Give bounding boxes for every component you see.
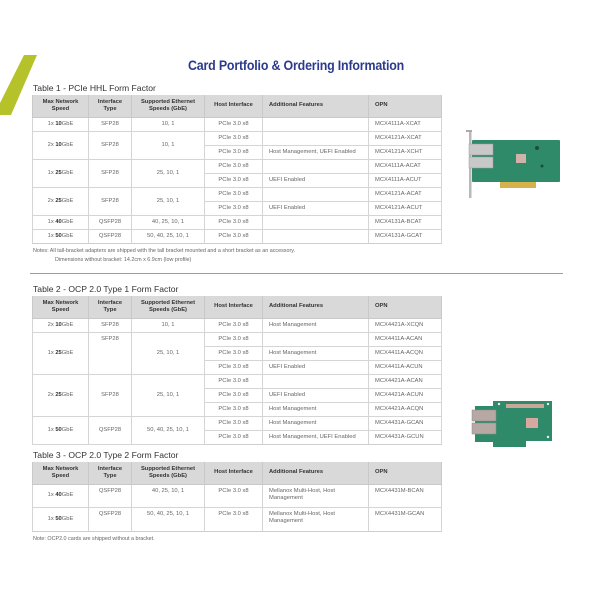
column-header: Interface Type — [89, 462, 132, 484]
supported-speeds: 40, 25, 10, 1 — [132, 215, 205, 229]
host-interface: PCIe 3.0 x8 — [205, 215, 263, 229]
table3-caption: Table 3 - OCP 2.0 Type 2 Form Factor — [33, 450, 179, 460]
opn-part-number: MCX4431M-GCAN — [369, 508, 442, 532]
speed-prefix: 2x — [47, 321, 56, 328]
opn-part-number: MCX4121A-XCHT — [369, 145, 442, 159]
additional-features: Mellanox Multi-Host, Host Management — [263, 508, 369, 532]
supported-speeds: 10, 1 — [132, 117, 205, 131]
host-interface: PCIe 3.0 x8 — [205, 131, 263, 145]
opn-part-number: MCX4431A-GCUN — [369, 430, 442, 444]
speed-value: 25 — [55, 197, 62, 204]
supported-speeds: 10, 1 — [132, 318, 205, 332]
column-header: OPN — [369, 462, 442, 484]
opn-part-number: MCX4411A-ACUN — [369, 360, 442, 374]
speed-prefix: 2x — [47, 197, 56, 204]
supported-speeds: 50, 40, 25, 10, 1 — [132, 416, 205, 444]
speed-unit: GbE — [61, 141, 74, 148]
speed-unit: GbE — [61, 391, 74, 398]
table3-ocp-type2 — [32, 462, 442, 532]
page-title: Card Portfolio & Ordering Information — [188, 58, 405, 73]
column-header: Additional Features — [263, 95, 369, 117]
column-header: Supported Ethernet Speeds (GbE) — [132, 95, 205, 117]
speed-prefix: 1x — [47, 218, 56, 225]
additional-features — [263, 374, 369, 388]
max-network-speed — [33, 117, 89, 131]
host-interface: PCIe 3.0 x8 — [205, 388, 263, 402]
opn-part-number: MCX4121A-ACUT — [369, 201, 442, 215]
column-header: Host Interface — [205, 296, 263, 318]
table-row — [33, 508, 442, 532]
speed-unit: GbE — [61, 197, 74, 204]
additional-features: Host Management — [263, 402, 369, 416]
table1-note-line1: Notes: All tall-bracket adapters are shipped with the tall bracket mounted and a short bracket as an accessory. — [33, 248, 296, 254]
additional-features: Host Management — [263, 346, 369, 360]
column-header: Host Interface — [205, 95, 263, 117]
speed-unit: GbE — [61, 218, 74, 225]
opn-part-number: MCX4121A-ACAT — [369, 187, 442, 201]
speed-prefix: 1x — [47, 515, 56, 522]
column-header: Additional Features — [263, 296, 369, 318]
column-header: Interface Type — [89, 95, 132, 117]
speed-value: 40 — [55, 218, 62, 225]
host-interface: PCIe 3.0 x8 — [205, 159, 263, 173]
speed-unit: GbE — [61, 321, 74, 328]
interface-type: QSFP28 — [89, 484, 132, 508]
speed-prefix: 2x — [47, 141, 56, 148]
additional-features: Host Management, UEFI Enabled — [263, 430, 369, 444]
supported-speeds: 25, 10, 1 — [132, 332, 205, 374]
max-network-speed — [33, 416, 89, 444]
column-header: Max Network Speed — [33, 462, 89, 484]
column-header: Supported Ethernet Speeds (GbE) — [132, 462, 205, 484]
interface-type: QSFP28 — [89, 215, 132, 229]
header-row — [33, 296, 442, 318]
table-row — [33, 117, 442, 131]
speed-unit: GbE — [61, 232, 74, 239]
speed-unit: GbE — [61, 120, 74, 127]
additional-features: Host Management — [263, 416, 369, 430]
supported-speeds: 50, 40, 25, 10, 1 — [132, 508, 205, 532]
speed-value: 50 — [55, 232, 62, 239]
max-network-speed — [33, 508, 89, 532]
opn-part-number: MCX4421A-ACQN — [369, 402, 442, 416]
supported-speeds: 10, 1 — [132, 131, 205, 159]
table3-note: Note: OCP2.0 cards are shipped without a bracket. — [33, 536, 155, 542]
table-row — [33, 318, 442, 332]
pcie-card-image — [462, 130, 572, 198]
header-row — [33, 95, 442, 117]
host-interface: PCIe 3.0 x8 — [205, 346, 263, 360]
speed-prefix: 1x — [47, 426, 56, 433]
additional-features: UEFI Enabled — [263, 173, 369, 187]
max-network-speed — [33, 374, 89, 416]
additional-features: Mellanox Multi-Host, Host Management — [263, 484, 369, 508]
interface-type: SFP28 — [89, 332, 132, 374]
max-network-speed — [33, 215, 89, 229]
additional-features: UEFI Enabled — [263, 360, 369, 374]
speed-value: 50 — [55, 515, 62, 522]
speed-unit: GbE — [61, 426, 74, 433]
interface-type: SFP28 — [89, 131, 132, 159]
speed-prefix: 1x — [47, 492, 56, 499]
host-interface: PCIe 3.0 x8 — [205, 318, 263, 332]
additional-features — [263, 131, 369, 145]
additional-features: Host Management — [263, 318, 369, 332]
max-network-speed — [33, 187, 89, 215]
supported-speeds: 50, 40, 25, 10, 1 — [132, 229, 205, 243]
supported-speeds: 40, 25, 10, 1 — [132, 484, 205, 508]
max-network-speed — [33, 229, 89, 243]
speed-prefix: 1x — [47, 232, 56, 239]
additional-features — [263, 117, 369, 131]
table-row — [33, 159, 442, 173]
interface-type: SFP28 — [89, 117, 132, 131]
interface-type: SFP28 — [89, 159, 132, 187]
column-header: Host Interface — [205, 462, 263, 484]
speed-unit: GbE — [61, 515, 74, 522]
table-row — [33, 131, 442, 145]
host-interface: PCIe 3.0 x8 — [205, 187, 263, 201]
column-header: OPN — [369, 95, 442, 117]
table2-caption: Table 2 - OCP 2.0 Type 1 Form Factor — [33, 284, 179, 294]
speed-value: 10 — [55, 141, 62, 148]
table2-ocp-type1 — [32, 296, 442, 445]
column-header: OPN — [369, 296, 442, 318]
opn-part-number: MCX4411A-ACAN — [369, 332, 442, 346]
max-network-speed — [33, 484, 89, 508]
max-network-speed — [33, 332, 89, 374]
table1-caption: Table 1 - PCIe HHL Form Factor — [33, 83, 156, 93]
host-interface: PCIe 3.0 x8 — [205, 484, 263, 508]
host-interface: PCIe 3.0 x8 — [205, 508, 263, 532]
additional-features: UEFI Enabled — [263, 201, 369, 215]
host-interface: PCIe 3.0 x8 — [205, 332, 263, 346]
interface-type: QSFP28 — [89, 229, 132, 243]
column-header: Max Network Speed — [33, 95, 89, 117]
opn-part-number: MCX4421A-ACUN — [369, 388, 442, 402]
interface-type: SFP28 — [89, 318, 132, 332]
additional-features: UEFI Enabled — [263, 388, 369, 402]
opn-part-number: MCX4121A-XCAT — [369, 131, 442, 145]
interface-type: QSFP28 — [89, 416, 132, 444]
host-interface: PCIe 3.0 x8 — [205, 145, 263, 159]
section-divider — [30, 273, 563, 274]
host-interface: PCIe 3.0 x8 — [205, 173, 263, 187]
column-header: Additional Features — [263, 462, 369, 484]
host-interface: PCIe 3.0 x8 — [205, 430, 263, 444]
table-row — [33, 215, 442, 229]
speed-value: 40 — [55, 492, 62, 499]
table-row — [33, 332, 442, 346]
host-interface: PCIe 3.0 x8 — [205, 402, 263, 416]
speed-unit: GbE — [61, 349, 74, 356]
host-interface: PCIe 3.0 x8 — [205, 374, 263, 388]
opn-part-number: MCX4421A-ACAN — [369, 374, 442, 388]
max-network-speed — [33, 318, 89, 332]
additional-features — [263, 229, 369, 243]
host-interface: PCIe 3.0 x8 — [205, 229, 263, 243]
interface-type: QSFP28 — [89, 508, 132, 532]
additional-features: Host Management, UEFI Enabled — [263, 145, 369, 159]
speed-value: 25 — [55, 169, 62, 176]
host-interface: PCIe 3.0 x8 — [205, 201, 263, 215]
column-header: Supported Ethernet Speeds (GbE) — [132, 296, 205, 318]
opn-part-number: MCX4431M-BCAN — [369, 484, 442, 508]
speed-value: 50 — [55, 426, 62, 433]
table-row — [33, 484, 442, 508]
interface-type: SFP28 — [89, 374, 132, 416]
speed-value: 25 — [55, 391, 62, 398]
speed-prefix: 1x — [47, 120, 56, 127]
table1-pcie-hhl — [32, 95, 442, 244]
host-interface: PCIe 3.0 x8 — [205, 416, 263, 430]
additional-features — [263, 332, 369, 346]
table-row — [33, 374, 442, 388]
opn-part-number: MCX4131A-BCAT — [369, 215, 442, 229]
host-interface: PCIe 3.0 x8 — [205, 360, 263, 374]
max-network-speed — [33, 131, 89, 159]
table-row — [33, 187, 442, 201]
table-row — [33, 229, 442, 243]
table-row — [33, 416, 442, 430]
speed-value: 10 — [55, 321, 62, 328]
column-header: Interface Type — [89, 296, 132, 318]
speed-prefix: 1x — [47, 169, 56, 176]
opn-part-number: MCX4131A-GCAT — [369, 229, 442, 243]
supported-speeds: 25, 10, 1 — [132, 187, 205, 215]
interface-type: SFP28 — [89, 187, 132, 215]
speed-value: 25 — [55, 349, 62, 356]
additional-features — [263, 159, 369, 173]
table1-notes — [33, 247, 295, 264]
supported-speeds: 25, 10, 1 — [132, 159, 205, 187]
speed-unit: GbE — [61, 492, 74, 499]
opn-part-number: MCX4111A-ACUT — [369, 173, 442, 187]
opn-part-number: MCX4111A-ACAT — [369, 159, 442, 173]
ocp-card-image — [466, 401, 566, 447]
speed-prefix: 1x — [47, 349, 56, 356]
table1-note-line2: Dimensions without bracket: 14.2cm x 6.9cm (low profile) — [55, 256, 192, 263]
header-row — [33, 462, 442, 484]
speed-value: 10 — [55, 120, 62, 127]
additional-features — [263, 187, 369, 201]
opn-part-number: MCX4431A-GCAN — [369, 416, 442, 430]
opn-part-number: MCX4111A-XCAT — [369, 117, 442, 131]
speed-unit: GbE — [61, 169, 74, 176]
host-interface: PCIe 3.0 x8 — [205, 117, 263, 131]
additional-features — [263, 215, 369, 229]
supported-speeds: 25, 10, 1 — [132, 374, 205, 416]
opn-part-number: MCX4411A-ACQN — [369, 346, 442, 360]
speed-prefix: 2x — [47, 391, 56, 398]
max-network-speed — [33, 159, 89, 187]
opn-part-number: MCX4421A-XCQN — [369, 318, 442, 332]
column-header: Max Network Speed — [33, 296, 89, 318]
